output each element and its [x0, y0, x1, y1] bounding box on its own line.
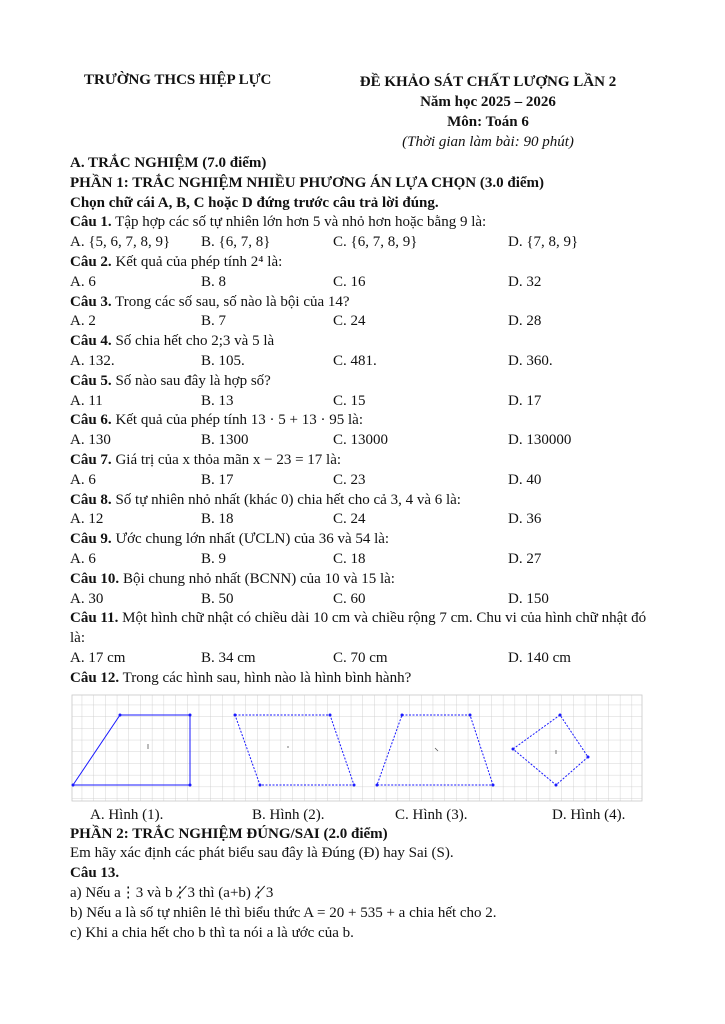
option-c: C. 13000	[333, 432, 389, 449]
question-text	[70, 253, 650, 273]
option-row	[70, 273, 650, 293]
shape-figures	[70, 693, 650, 805]
option-row	[70, 550, 650, 570]
question-body: Kết quả của phép tính 2⁴ là:	[111, 253, 283, 270]
question-text	[70, 372, 650, 392]
option-c: C. 15	[333, 392, 366, 409]
question-body: Trong các số sau, số nào là bội của 14?	[111, 293, 350, 310]
option-b: B. Hình (2).	[252, 806, 325, 823]
option-d: D. {7, 8, 9}	[508, 234, 579, 251]
section-a-title: A. TRẮC NGHIỆM (7.0 điểm)	[70, 155, 267, 171]
option-b: B. 17	[201, 471, 234, 488]
option-row	[70, 471, 650, 491]
question-8	[70, 491, 650, 531]
subject: Môn: Toán 6	[447, 114, 529, 130]
option-a: A. 11	[70, 392, 103, 409]
option-row	[70, 510, 650, 530]
statement-a: a) Nếu a⋮3 và b⋮̸3 thì (a+b)⋮̸3	[70, 884, 274, 901]
option-a: A. 2	[70, 313, 96, 330]
option-d: D. 27	[508, 550, 542, 567]
question-11	[70, 609, 650, 668]
question-body: Trong các hình sau, hình nào là hình bình hành?	[119, 669, 412, 686]
question-4	[70, 332, 650, 372]
option-c: C. Hình (3).	[395, 806, 468, 823]
question-body: Bội chung nhỏ nhất (BCNN) của 10 và 15 là:	[119, 570, 395, 587]
part2-instruction: Em hãy xác định các phát biểu sau đây là Đúng (Đ) hay Sai (S).	[70, 845, 454, 862]
question-text	[70, 332, 650, 352]
option-a: A. 30	[70, 590, 104, 607]
option-b: B. 34 cm	[201, 649, 256, 666]
question-number: Câu 10.	[70, 570, 120, 587]
option-row	[70, 392, 650, 412]
option-d: D. 150	[508, 590, 549, 607]
option-a: A. 130	[70, 432, 111, 449]
question-text	[70, 213, 650, 233]
option-d: D. 28	[508, 313, 542, 330]
question-number: Câu 5.	[70, 372, 112, 389]
question-number: Câu 7.	[70, 451, 112, 468]
question-body: Giá trị của x thỏa mãn x − 23 = 17 là:	[111, 451, 342, 468]
question-7	[70, 451, 650, 491]
option-b: B. 18	[201, 511, 234, 528]
question-9	[70, 530, 650, 570]
question-body: Ước chung lớn nhất (ƯCLN) của 36 và 54 là:	[111, 531, 390, 548]
question-text	[70, 570, 650, 590]
option-a: A. 132.	[70, 352, 115, 369]
question-number: Câu 9.	[70, 531, 112, 548]
question-number: Câu 12.	[70, 669, 120, 686]
question-5	[70, 372, 650, 412]
option-d: D. 360.	[508, 352, 553, 369]
shapes-grid	[70, 693, 650, 805]
option-c: C. 60	[333, 590, 366, 607]
option-d: D. 40	[508, 471, 542, 488]
option-c: C. 70 cm	[333, 649, 388, 666]
option-c: C. 481.	[333, 352, 377, 369]
option-a: A. 17 cm	[70, 649, 126, 666]
question-6	[70, 411, 650, 451]
option-b: B. 105.	[201, 352, 245, 369]
option-a: A. Hình (1).	[90, 806, 164, 823]
option-b: B. 50	[201, 590, 234, 607]
part2-title: PHẦN 2: TRẮC NGHIỆM ĐÚNG/SAI (2.0 điểm)	[70, 825, 388, 842]
option-row	[70, 590, 650, 610]
option-a: A. 6	[70, 550, 96, 567]
question-list	[70, 213, 650, 609]
option-d: D. 17	[508, 392, 542, 409]
question-body: Số chia hết cho 2;3 và 5 là	[111, 333, 275, 350]
question-text	[70, 411, 650, 431]
question-number: Câu 6.	[70, 412, 112, 429]
question-number: Câu 1.	[70, 214, 112, 231]
option-c: C. 24	[333, 511, 366, 528]
option-d: D. Hình (4).	[552, 806, 626, 823]
question-3	[70, 293, 650, 333]
option-c: C. 16	[333, 273, 366, 290]
option-a: A. 12	[70, 511, 104, 528]
option-d: D. 36	[508, 511, 542, 528]
option-row	[70, 233, 650, 253]
question-text	[70, 293, 650, 313]
question-number: Câu 2.	[70, 253, 112, 270]
question-10	[70, 570, 650, 610]
exam-title: ĐỀ KHẢO SÁT CHẤT LƯỢNG LẦN 2	[359, 74, 617, 90]
question-body: Tập hợp các số tự nhiên lớn hơn 5 và nhỏ hơn hoặc bằng 9 là:	[111, 214, 487, 231]
question-number: Câu 8.	[70, 491, 112, 508]
time-limit: (Thời gian làm bài: 90 phút)	[402, 134, 574, 150]
option-c: C. 18	[333, 550, 366, 567]
question-13-number: Câu 13.	[70, 865, 120, 882]
option-b: B. 13	[201, 392, 234, 409]
statement-c: c) Khi a chia hết cho b thì ta nói a là ước của b.	[70, 924, 354, 941]
option-c: C. 23	[333, 471, 366, 488]
school-name: TRƯỜNG THCS HIỆP LỰC	[84, 72, 272, 88]
question-text	[70, 491, 650, 511]
option-row	[70, 649, 650, 669]
option-b: B. 8	[201, 273, 227, 290]
question-body: Một hình chữ nhật có chiều dài 10 cm và chiều rộng 7 cm. Chu vi của hình chữ nhật đó là:	[70, 610, 647, 647]
question-text	[70, 451, 650, 471]
question-body: Kết quả của phép tính 13 · 5 + 13 · 95 là:	[111, 412, 364, 429]
option-row	[70, 431, 650, 451]
question-number: Câu 3.	[70, 293, 112, 310]
option-c: C. {6, 7, 8, 9}	[333, 234, 418, 251]
part1-instruction: Chọn chữ cái A, B, C hoặc D đứng trước câu trả lời đúng.	[70, 194, 439, 211]
option-a: A. 6	[70, 273, 96, 290]
option-a: A. {5, 6, 7, 8, 9}	[70, 234, 171, 251]
option-a: A. 6	[70, 471, 96, 488]
option-d: D. 140 cm	[508, 649, 571, 666]
option-c: C. 24	[333, 313, 366, 330]
option-b: B. 7	[201, 313, 227, 330]
option-b: B. 1300	[201, 432, 249, 449]
option-row	[70, 352, 650, 372]
part1-title: PHẦN 1: TRẮC NGHIỆM NHIỀU PHƯƠNG ÁN LỰA CHỌN (3.0 điểm)	[70, 174, 545, 191]
question-body: Số tự nhiên nhỏ nhất (khác 0) chia hết cho cả 3, 4 và 6 là:	[111, 491, 461, 508]
statement-b: b) Nếu a là số tự nhiên lẻ thì biểu thức A = 20 + 535 + a chia hết cho 2.	[70, 904, 497, 921]
question-body: Số nào sau đây là hợp số?	[111, 372, 271, 389]
question-text	[70, 530, 650, 550]
question-text	[70, 669, 650, 689]
option-d: D. 32	[508, 273, 542, 290]
question-12	[70, 669, 650, 825]
option-row	[70, 805, 650, 825]
question-2	[70, 253, 650, 293]
question-text	[70, 609, 650, 649]
option-b: B. 9	[201, 550, 227, 567]
exam-content	[70, 154, 650, 943]
option-d: D. 130000	[508, 432, 572, 449]
question-1	[70, 213, 650, 253]
option-row	[70, 312, 650, 332]
question-number: Câu 4.	[70, 333, 112, 350]
school-year: Năm học 2025 – 2026	[420, 94, 556, 110]
exam-header	[338, 72, 638, 152]
option-b: B. {6, 7, 8}	[201, 234, 271, 251]
question-number: Câu 11.	[70, 610, 119, 627]
